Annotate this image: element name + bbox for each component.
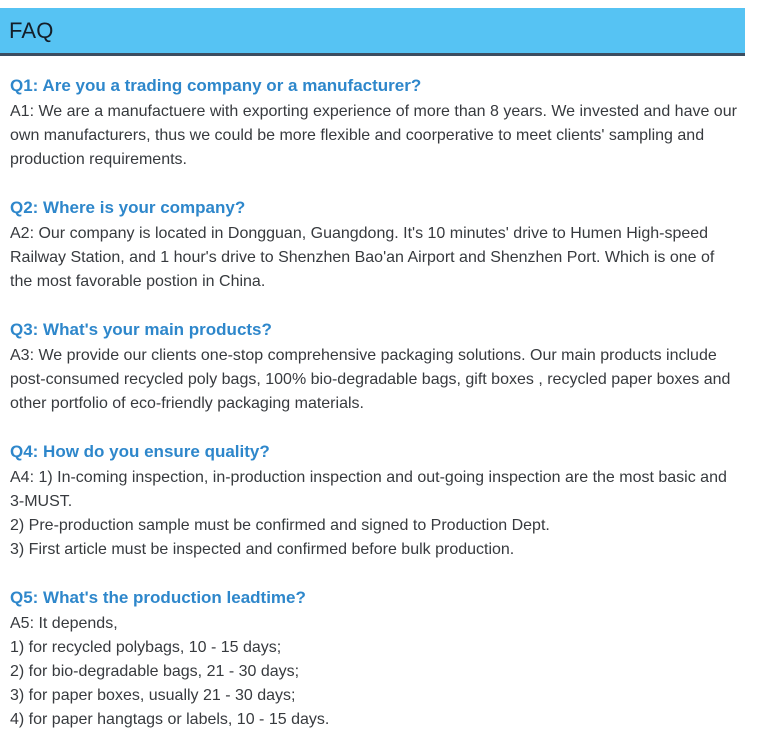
faq-item-1 <box>10 76 737 172</box>
faq-answer-paragraph: A3: We provide our clients one-stop comprehensive packaging solutions. Our main products include post-consumed recycled poly bags, 100% bio-degradable bags, gift boxes , recycled paper boxes and other portfolio of eco-friendly packaging materials. <box>10 347 731 412</box>
faq-answer <box>10 100 737 172</box>
faq-answer <box>10 222 737 294</box>
faq-item-3 <box>10 320 737 416</box>
faq-item-2 <box>10 198 737 294</box>
faq-section-title: FAQ <box>9 17 54 43</box>
faq-answer <box>10 344 737 416</box>
faq-answer <box>10 466 737 562</box>
faq-question: Q4: How do you ensure quality? <box>10 442 270 461</box>
faq-section-header-bar <box>0 8 745 56</box>
faq-item-4 <box>10 442 737 562</box>
faq-question: Q5: What's the production leadtime? <box>10 588 306 607</box>
faq-answer-paragraph: A2: Our company is located in Dongguan, Guangdong. It's 10 minutes' drive to Humen High-speed Railway Station, and 1 hour's drive to Shenzhen Bao'an Airport and Shenzhen Port. Which is one of the most favorable postion in China. <box>10 225 715 290</box>
faq-item-5 <box>10 588 737 732</box>
faq-answer-paragraph: A4: 1) In-coming inspection, in-production inspection and out-going inspection are the most basic and 3-MUST. <box>10 469 727 510</box>
faq-answer <box>10 612 737 732</box>
faq-answer-paragraph: 3) First article must be inspected and confirmed before bulk production. <box>10 541 515 558</box>
faq-answer-paragraph: 4) for paper hangtags or labels, 10 - 15 days. <box>10 711 330 728</box>
faq-answer-paragraph: A1: We are a manufactuere with exporting experience of more than 8 years. We invested and have our own manufacturers, thus we could be more flexible and coorperative to meet clients' sampling and production requirements. <box>10 103 737 168</box>
faq-answer-paragraph: 1) for recycled polybags, 10 - 15 days; <box>10 639 282 656</box>
faq-question: Q2: Where is your company? <box>10 198 246 217</box>
faq-content <box>0 76 745 732</box>
faq-answer-paragraph: 2) for bio-degradable bags, 21 - 30 days; <box>10 663 300 680</box>
faq-question: Q1: Are you a trading company or a manufacturer? <box>10 76 422 95</box>
faq-question: Q3: What's your main products? <box>10 320 272 339</box>
faq-answer-paragraph: 3) for paper boxes, usually 21 - 30 days; <box>10 687 296 704</box>
faq-answer-paragraph: 2) Pre-production sample must be confirmed and signed to Production Dept. <box>10 517 550 534</box>
faq-answer-paragraph: A5: It depends, <box>10 615 118 632</box>
